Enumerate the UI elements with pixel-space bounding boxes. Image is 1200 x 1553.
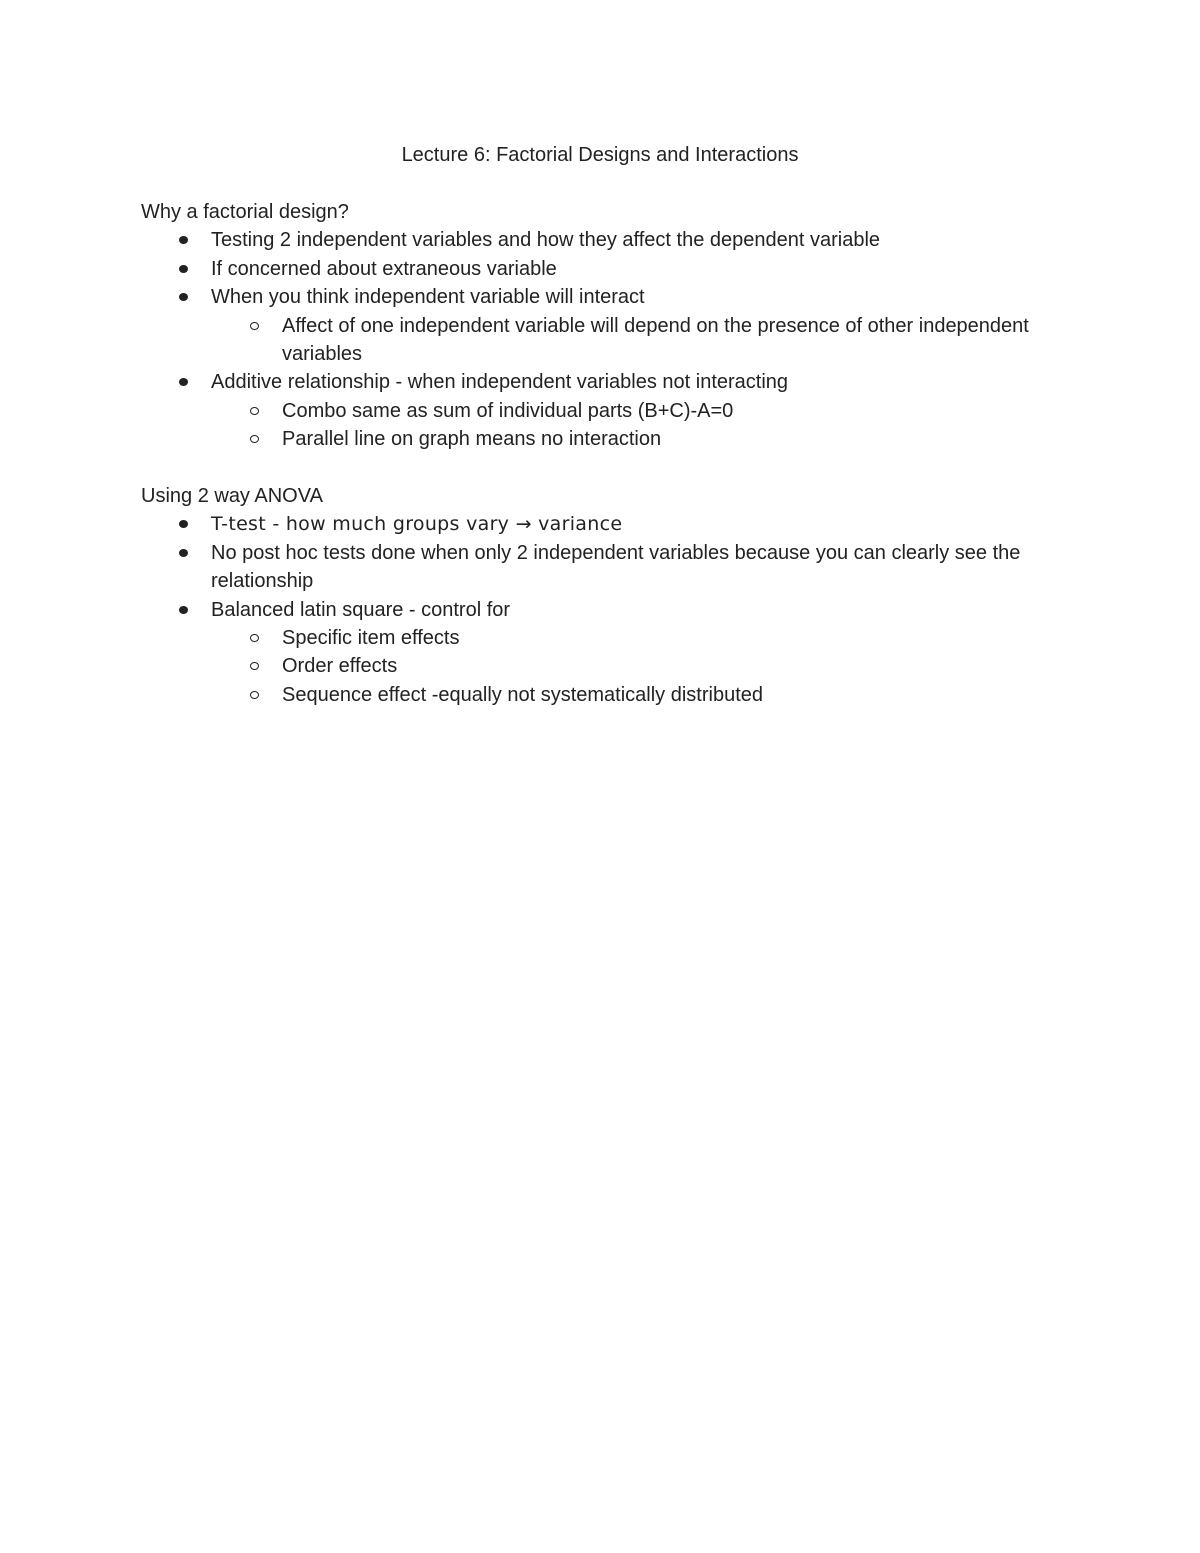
list-item bbox=[141, 510, 1061, 538]
bullet-circle-icon bbox=[250, 322, 259, 330]
sub-list-item-text: Sequence effect -equally not systematically distributed bbox=[282, 683, 764, 706]
sub-bullet-list bbox=[211, 312, 1061, 369]
list-item bbox=[141, 283, 1061, 368]
list-item-text: T-test - how much groups vary → variance bbox=[211, 513, 623, 536]
section-heading: Using 2 way ANOVA bbox=[141, 485, 323, 507]
bullet-dot-icon bbox=[179, 265, 188, 273]
sub-bullet-list bbox=[211, 397, 1061, 454]
sub-list-item-text: Combo same as sum of individual parts (B+C)-A=0 bbox=[282, 399, 734, 422]
sub-list-item bbox=[141, 397, 1061, 425]
list-item bbox=[141, 255, 1061, 283]
list-item-text: Testing 2 independent variables and how they affect the dependent variable bbox=[211, 229, 881, 252]
list-item bbox=[141, 226, 1061, 254]
list-item bbox=[141, 596, 1061, 710]
sub-list-item bbox=[141, 425, 1061, 453]
bullet-dot-icon bbox=[179, 378, 188, 386]
bullet-list bbox=[141, 510, 1061, 709]
sub-list-item-text: Specific item effects bbox=[282, 627, 460, 650]
bullet-dot-icon bbox=[179, 606, 188, 614]
list-item-text: Additive relationship - when independent variables not interacting bbox=[211, 371, 789, 394]
bullet-dot-icon bbox=[179, 520, 188, 528]
bullet-circle-icon bbox=[250, 407, 259, 415]
bullet-list bbox=[141, 226, 1061, 453]
list-item-text: If concerned about extraneous variable bbox=[211, 257, 557, 280]
bullet-circle-icon bbox=[250, 691, 259, 699]
sub-list-item bbox=[141, 681, 1061, 709]
bullet-dot-icon bbox=[179, 293, 188, 301]
sub-list-item-text: Order effects bbox=[282, 655, 398, 678]
section-heading: Why a factorial design? bbox=[141, 201, 349, 223]
bullet-dot-icon bbox=[179, 236, 188, 244]
list-item-text: Balanced latin square - control for bbox=[211, 598, 511, 621]
list-item-text: When you think independent variable will interact bbox=[211, 286, 645, 309]
list-item bbox=[141, 539, 1061, 596]
bullet-dot-icon bbox=[179, 549, 188, 557]
document-title: Lecture 6: Factorial Designs and Interactions bbox=[401, 144, 799, 166]
list-item-text: No post hoc tests done when only 2 independent variables because you can clearly see the relationship bbox=[211, 541, 1021, 593]
section-two-way-anova bbox=[141, 482, 1061, 709]
sub-list-item bbox=[141, 652, 1061, 680]
sub-bullet-list bbox=[211, 624, 1061, 709]
sub-list-item-text: Affect of one independent variable will depend on the presence of other independent variables bbox=[282, 314, 1029, 366]
bullet-circle-icon bbox=[250, 634, 259, 642]
section-why-factorial bbox=[141, 198, 1061, 454]
list-item bbox=[141, 368, 1061, 453]
sub-list-item bbox=[141, 312, 1061, 369]
sub-list-item bbox=[141, 624, 1061, 652]
bullet-circle-icon bbox=[250, 435, 259, 443]
bullet-circle-icon bbox=[250, 662, 259, 670]
sub-list-item-text: Parallel line on graph means no interaction bbox=[282, 428, 662, 451]
